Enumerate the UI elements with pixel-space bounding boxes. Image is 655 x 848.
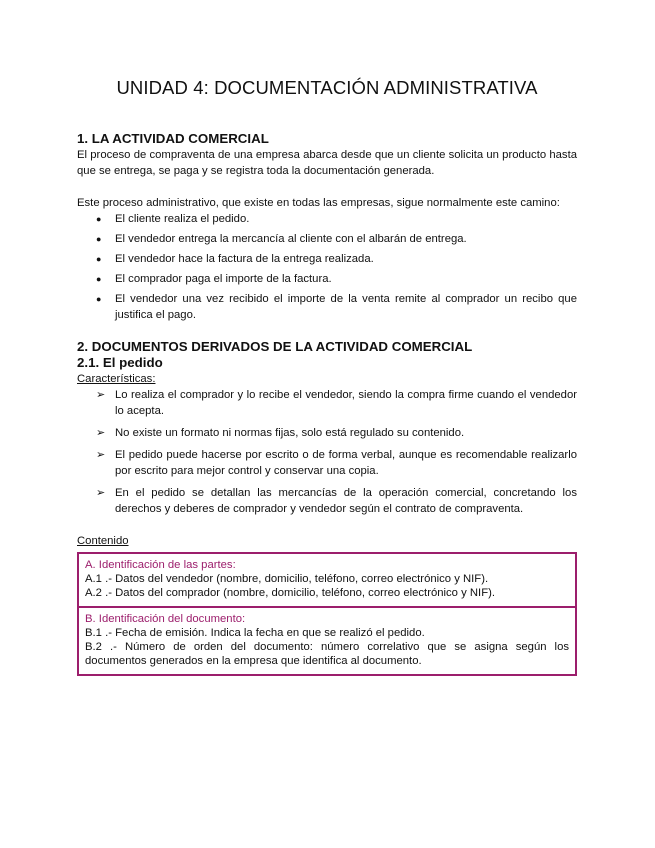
content-box-section-a bbox=[79, 554, 575, 606]
process-steps-list bbox=[77, 211, 577, 323]
section-b-line-2: B.2 .- Número de orden del documento: número correlativo que se asigna según los documentos generados en la empresa que identifica al documento. bbox=[85, 641, 569, 667]
list-item: ● El comprador paga el importe de la factura. bbox=[96, 273, 332, 285]
list-item: ➢ En el pedido se detallan las mercancías de la operación comercial, concretando los derechos y deberes de comprador y vendedor según el contrato de compraventa. bbox=[96, 487, 577, 515]
characteristics-label: Características: bbox=[77, 373, 156, 385]
content-box bbox=[77, 552, 577, 676]
section-b-heading: B. Identificación del documento: bbox=[85, 613, 246, 625]
bullet-icon: ● bbox=[96, 214, 102, 224]
list-item: ● El cliente realiza el pedido. bbox=[96, 213, 250, 225]
list-item: ➢ El pedido puede hacerse por escrito o de forma verbal, aunque es recomendable realizarlo por escrito para mejor control y conservar una copia. bbox=[96, 449, 577, 477]
list-item: ➢ Lo realiza el comprador y lo recibe el vendedor, siendo la compra firme cuando el vendedor lo acepta. bbox=[96, 389, 577, 417]
section-1-paragraph-1: El proceso de compraventa de una empresa abarca desde que un cliente solicita un producto hasta que se entrega, se paga y se registra toda la documentación generada. bbox=[77, 149, 577, 177]
arrow-bullet-icon: ➢ bbox=[96, 389, 106, 401]
bullet-icon: ● bbox=[96, 234, 102, 244]
section-a-line-2: A.2 .- Datos del comprador (nombre, domicilio, teléfono, correo electrónico y NIF). bbox=[85, 587, 495, 599]
section-a-heading: A. Identificación de las partes: bbox=[85, 559, 236, 571]
section-b-line-1: B.1 .- Fecha de emisión. Indica la fecha en que se realizó el pedido. bbox=[85, 627, 425, 639]
page-title: UNIDAD 4: DOCUMENTACIÓN ADMINISTRATIVA bbox=[116, 77, 538, 98]
list-item: ● El vendedor una vez recibido el importe de la venta remite al comprador un recibo que justifica el pago. bbox=[96, 293, 577, 321]
arrow-bullet-icon: ➢ bbox=[96, 427, 106, 439]
arrow-bullet-icon: ➢ bbox=[96, 449, 106, 461]
content-box-section-b bbox=[79, 606, 575, 674]
characteristics-list bbox=[77, 387, 577, 517]
content-label: Contenido bbox=[77, 535, 129, 547]
list-item: ● El vendedor entrega la mercancía al cliente con el albarán de entrega. bbox=[96, 233, 467, 245]
bullet-icon: ● bbox=[96, 294, 102, 304]
arrow-bullet-icon: ➢ bbox=[96, 487, 106, 499]
bullet-icon: ● bbox=[96, 274, 102, 284]
section-2-heading: 2. DOCUMENTOS DERIVADOS DE LA ACTIVIDAD COMERCIAL bbox=[77, 339, 473, 354]
list-item: ➢ No existe un formato ni normas fijas, solo está regulado su contenido. bbox=[96, 427, 465, 439]
section-a-line-1: A.1 .- Datos del vendedor (nombre, domicilio, teléfono, correo electrónico y NIF). bbox=[85, 573, 489, 585]
subsection-2-1-heading: 2.1. El pedido bbox=[77, 355, 163, 370]
list-item: ● El vendedor hace la factura de la entrega realizada. bbox=[96, 253, 374, 265]
section-1-heading: 1. LA ACTIVIDAD COMERCIAL bbox=[77, 131, 269, 146]
bullet-icon: ● bbox=[96, 254, 102, 264]
section-1-paragraph-2: Este proceso administrativo, que existe en todas las empresas, sigue normalmente este camino: bbox=[77, 197, 560, 209]
